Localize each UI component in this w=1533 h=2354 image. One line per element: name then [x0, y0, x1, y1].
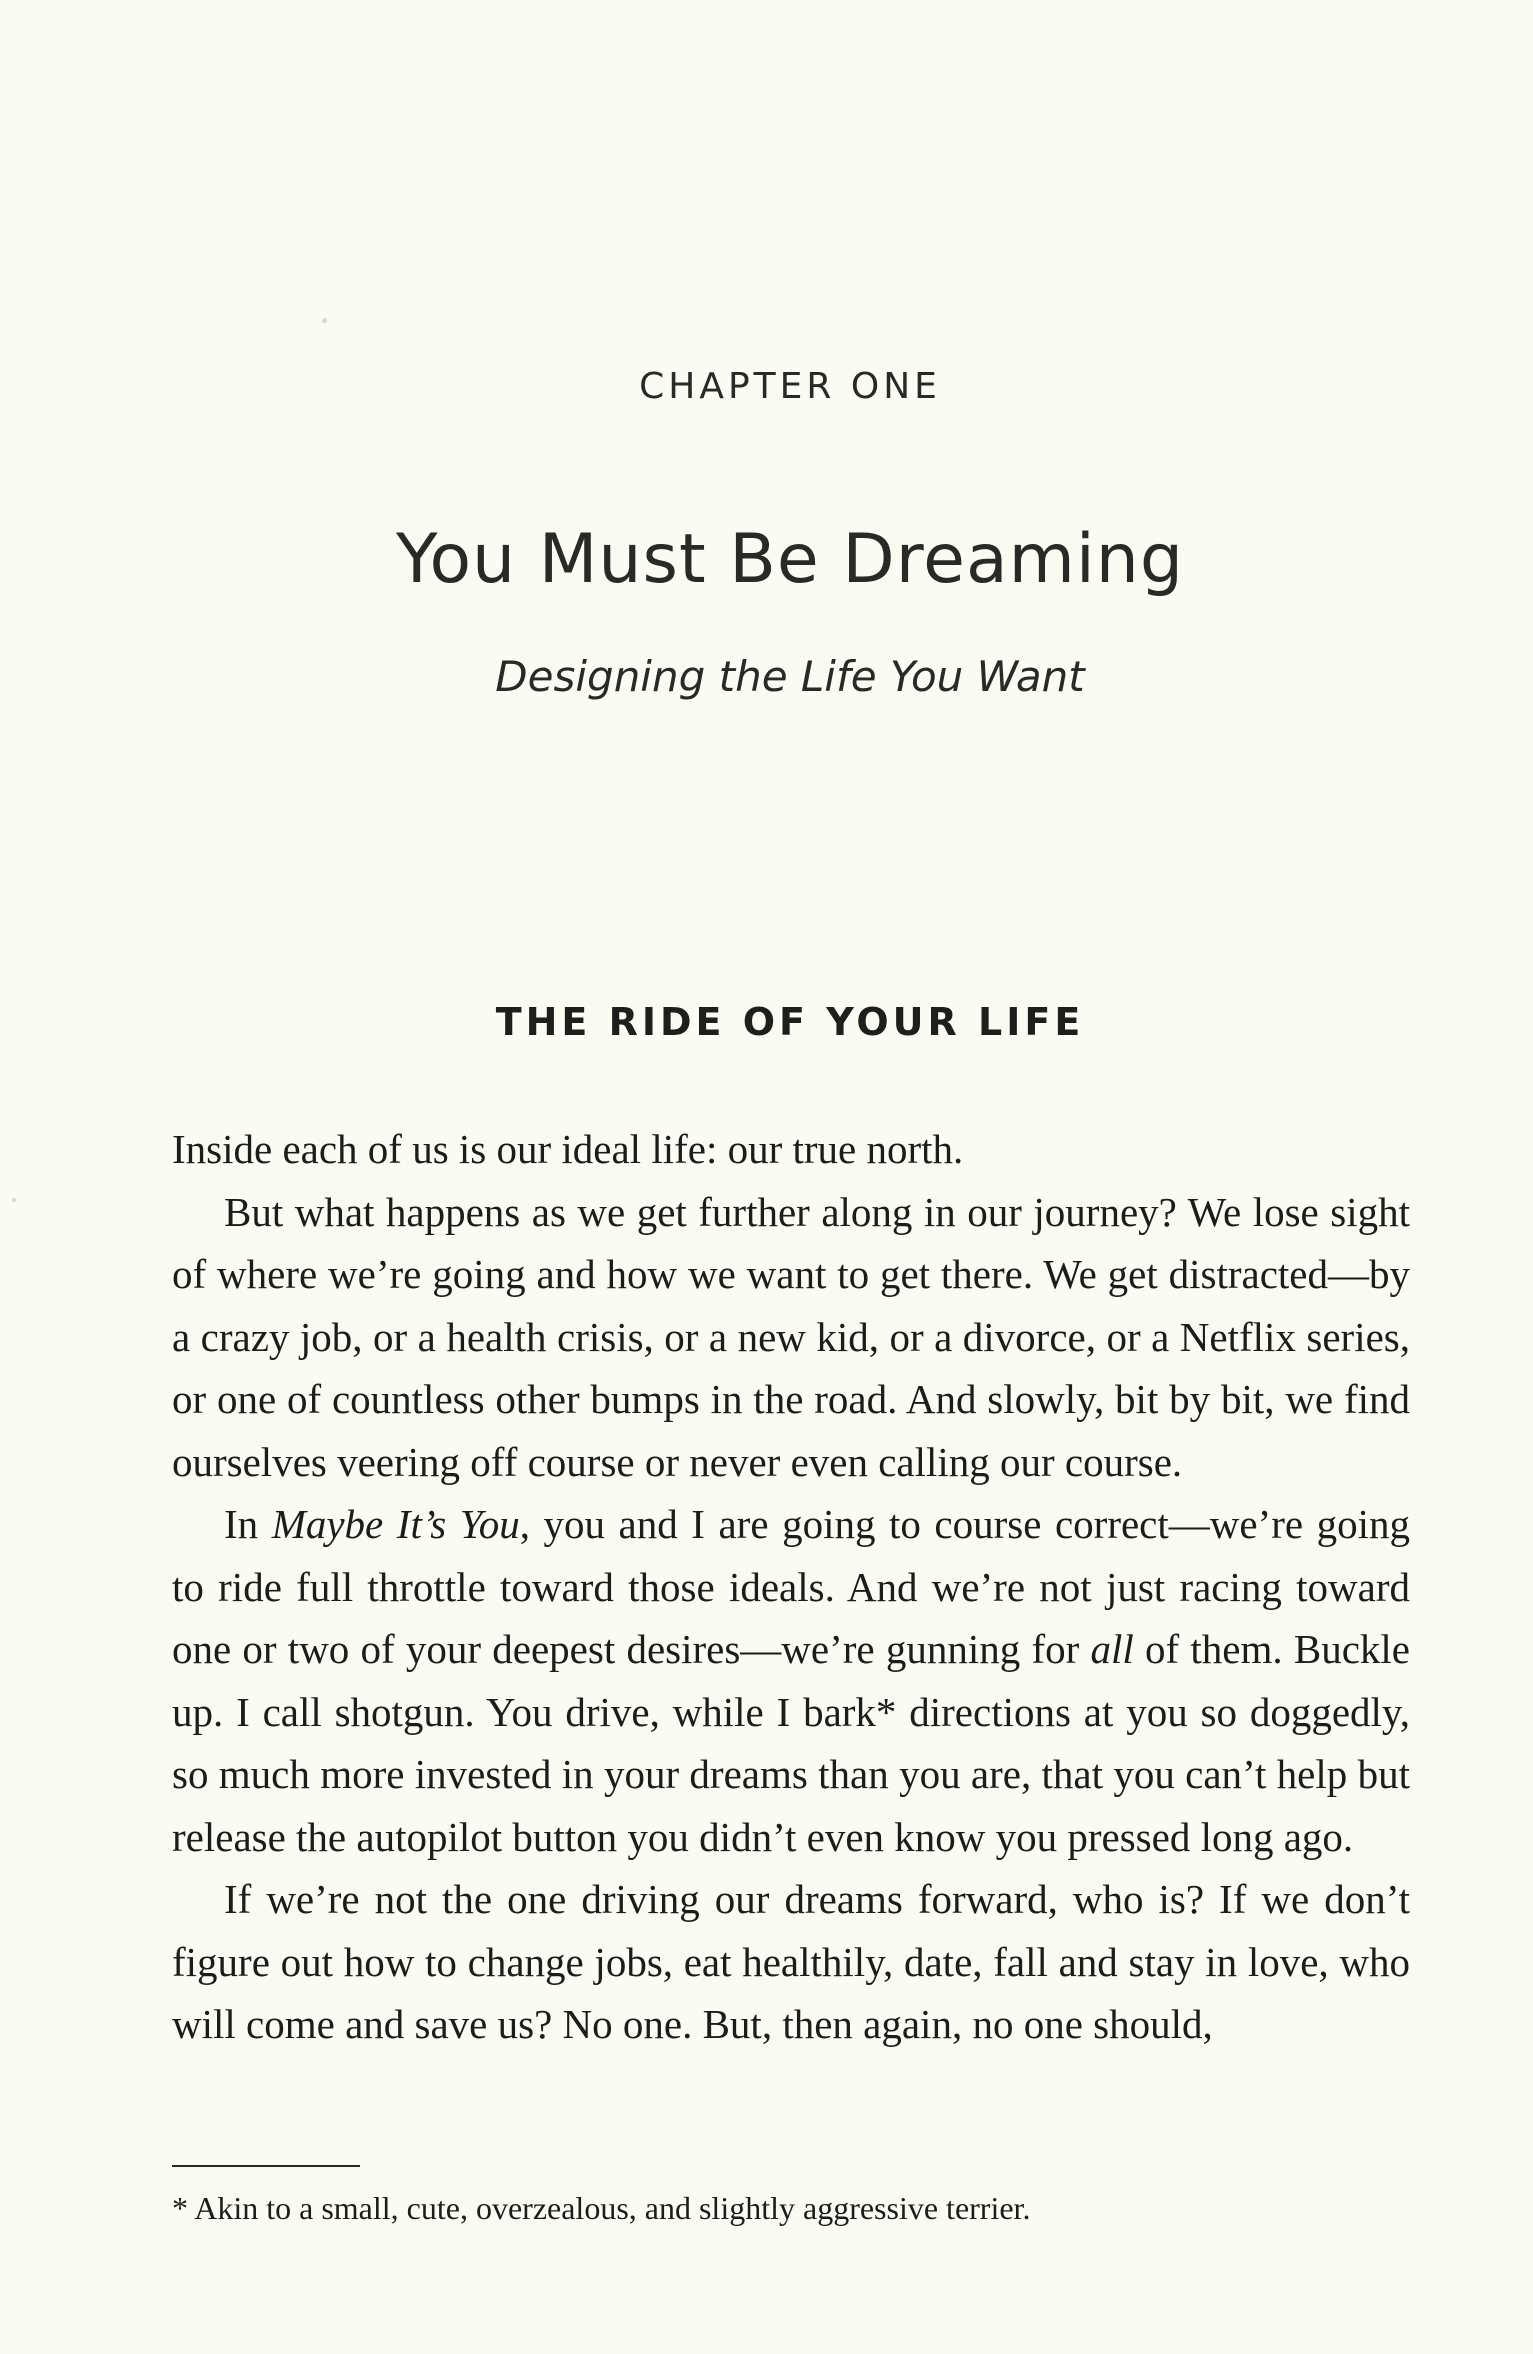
paragraph-3 [172, 1493, 1410, 1868]
footnote: * Akin to a small, cute, overzealous, and slightly aggressive terrier. [172, 2190, 1031, 2226]
paragraph-3-text: In [224, 1501, 272, 1547]
paragraph-2: But what happens as we get further along in our journey? We lose sight of where we’re going and how we want to get there. We get distracted—by a crazy job, or a health crisis, or a new kid, or a divorce, or a Netflix series, or one of countless other bumps in the road. And slowly, bit by bit, we find ourselves veering off course or never even calling our course. [172, 1188, 1410, 1485]
book-title-italic: Maybe It’s You [271, 1501, 520, 1547]
body-text [172, 1118, 1410, 2056]
chapter-label: CHAPTER ONE [639, 366, 941, 407]
emphasis-italic: all [1090, 1626, 1134, 1672]
paragraph-4: If we’re not the one driving our dreams forward, who is? If we don’t figure out how to change jobs, eat healthily, date, fall and stay in love, who will come and save us? No one. But, then again, no one should, [172, 1876, 1410, 2047]
scan-speck [322, 318, 327, 323]
footnote-rule [172, 2165, 360, 2167]
section-heading: THE RIDE OF YOUR LIFE [495, 1000, 1085, 1044]
paragraph-1: Inside each of us is our ideal life: our true north. [172, 1126, 964, 1172]
chapter-subtitle: Designing the Life You Want [495, 652, 1085, 701]
paragraph-3-text: , you and I are going to course correct—we’re going to ride full throttle toward those ideals. And we’re not just racing toward one or two of your deepest desires—we’re gunning for [172, 1501, 1410, 1672]
scan-speck [12, 1198, 16, 1202]
chapter-title: You Must Be Dreaming [395, 520, 1185, 599]
paragraph-3-text: of them. Buckle up. I call shotgun. You drive, while I bark* directions at you so doggedly, so much more invested in your dreams than you are, that you can’t help but release the autopilot button you didn’t even know you pressed long ago. [172, 1626, 1410, 1860]
